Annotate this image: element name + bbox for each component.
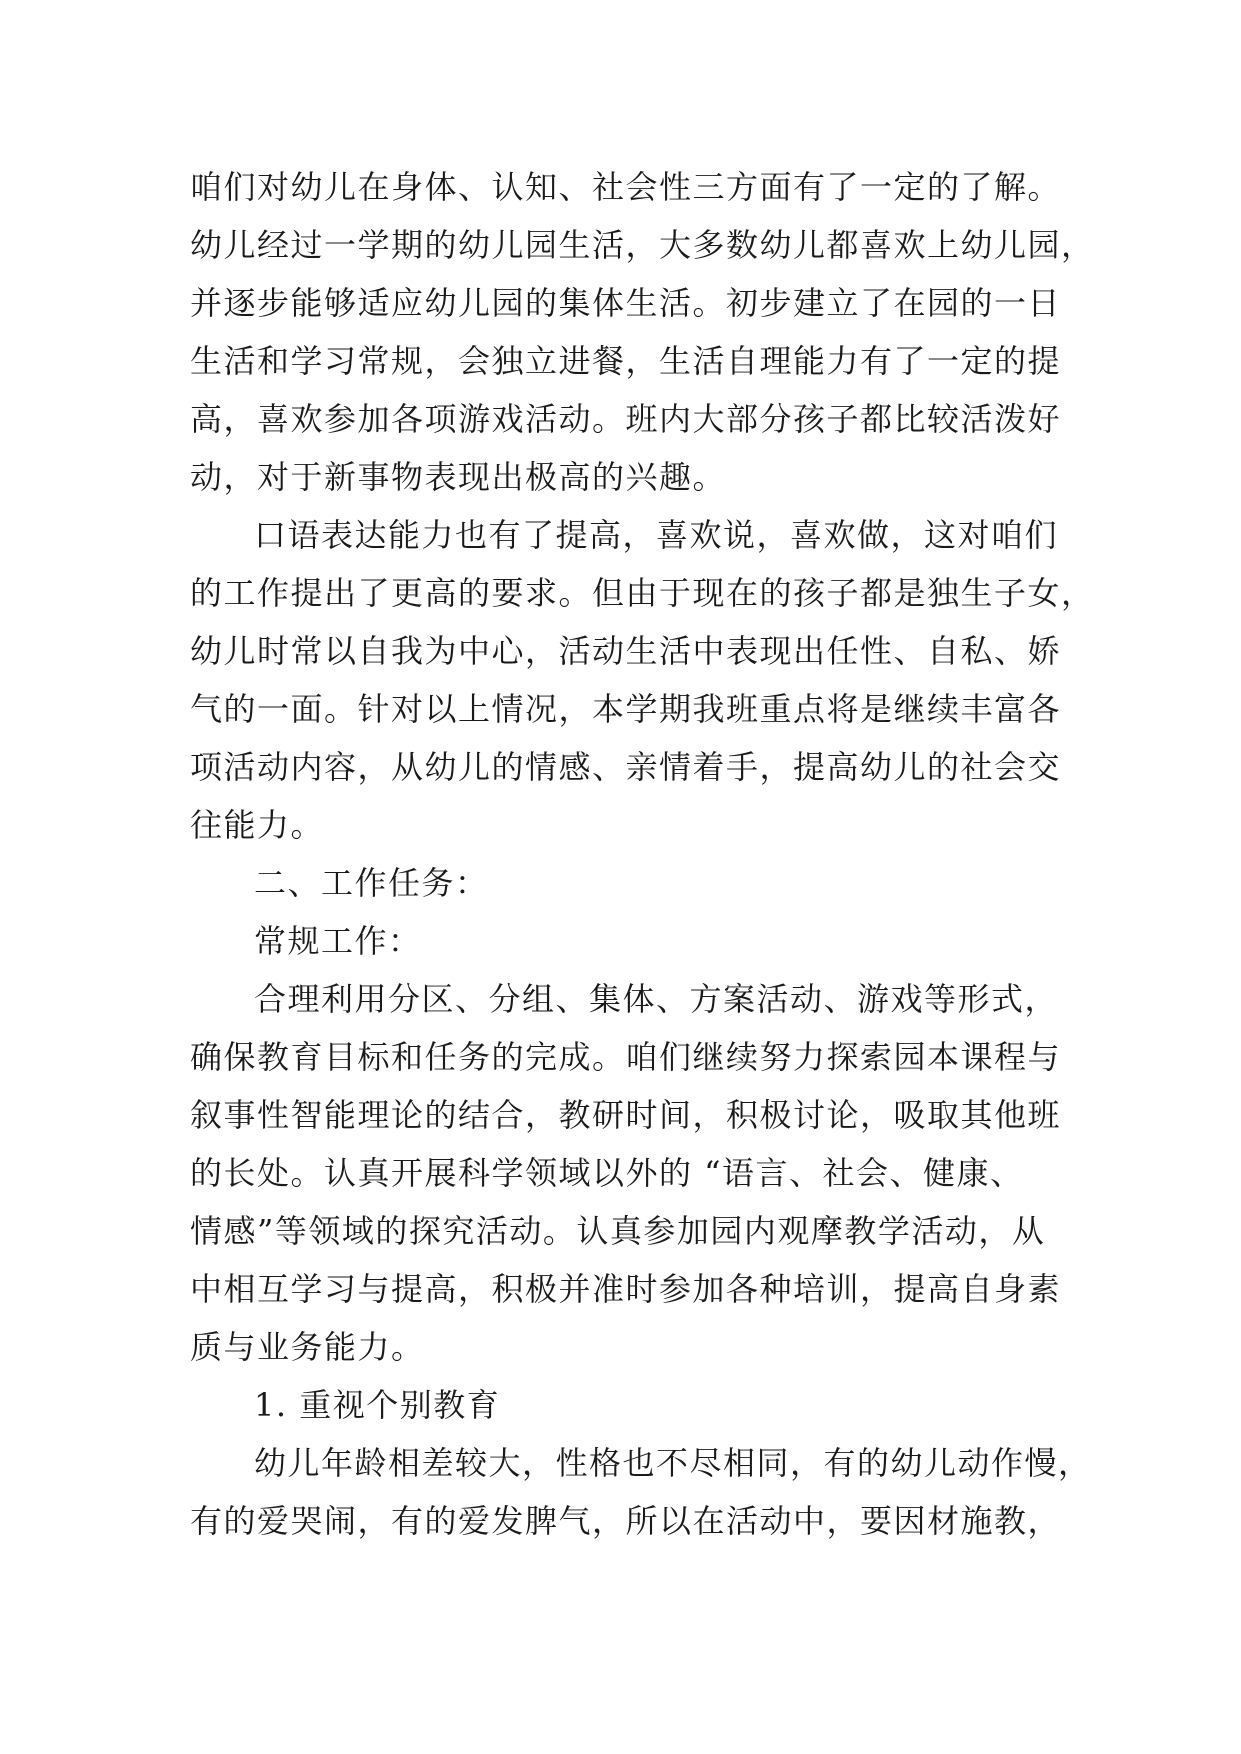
text-line: 咱们对幼儿在身体、认知、社会性三方面有了一定的了解。 <box>190 168 1062 206</box>
text-line: 并逐步能够适应幼儿园的集体生活。初步建立了在园的一日 <box>190 284 1062 322</box>
text-line: 情感”等领域的探究活动。认真参加园内观摩教学活动，从 <box>190 1212 1046 1250</box>
text-line: 的长处。认真开展科学领域以外的 “语言、社会、健康、 <box>190 1154 1024 1192</box>
text-line: 往能力。 <box>190 806 325 844</box>
numbered-heading: 1. 重视个别教育 <box>254 1386 501 1424</box>
text-line: 口语表达能力也有了提高，喜欢说，喜欢做，这对咱们 <box>254 516 1059 554</box>
text-line: 的工作提出了更高的要求。但由于现在的孩子都是独生子女， <box>190 574 1095 612</box>
text-line: 质与业务能力。 <box>190 1328 425 1366</box>
section-heading: 二、工作任务： <box>254 864 489 902</box>
text-line: 确保教育目标和任务的完成。咱们继续努力探索园本课程与 <box>190 1038 1062 1076</box>
text-line: 幼儿年龄相差较大，性格也不尽相同，有的幼儿动作慢， <box>254 1444 1092 1482</box>
text-line: 幼儿时常以自我为中心，活动生活中表现出任性、自私、娇 <box>190 632 1062 670</box>
subsection-heading: 常规工作： <box>254 922 422 960</box>
text-line: 中相互学习与提高，积极并准时参加各种培训，提高自身素 <box>190 1270 1062 1308</box>
text-line: 幼儿经过一学期的幼儿园生活，大多数幼儿都喜欢上幼儿园， <box>190 226 1095 264</box>
text-line: 高，喜欢参加各项游戏活动。班内大部分孩子都比较活泼好 <box>190 400 1062 438</box>
text-line: 生活和学习常规，会独立进餐，生活自理能力有了一定的提 <box>190 342 1062 380</box>
text-line: 气的一面。针对以上情况，本学期我班重点将是继续丰富各 <box>190 690 1062 728</box>
text-line: 合理利用分区、分组、集体、方案活动、游戏等形式， <box>254 980 1059 1018</box>
text-line: 动，对于新事物表现出极高的兴趣。 <box>190 458 727 496</box>
text-line: 项活动内容，从幼儿的情感、亲情着手，提高幼儿的社会交 <box>190 748 1062 786</box>
text-line: 叙事性智能理论的结合，教研时间，积极讨论，吸取其他班 <box>190 1096 1062 1134</box>
text-line: 有的爱哭闹，有的爱发脾气，所以在活动中，要因材施教， <box>190 1502 1062 1540</box>
